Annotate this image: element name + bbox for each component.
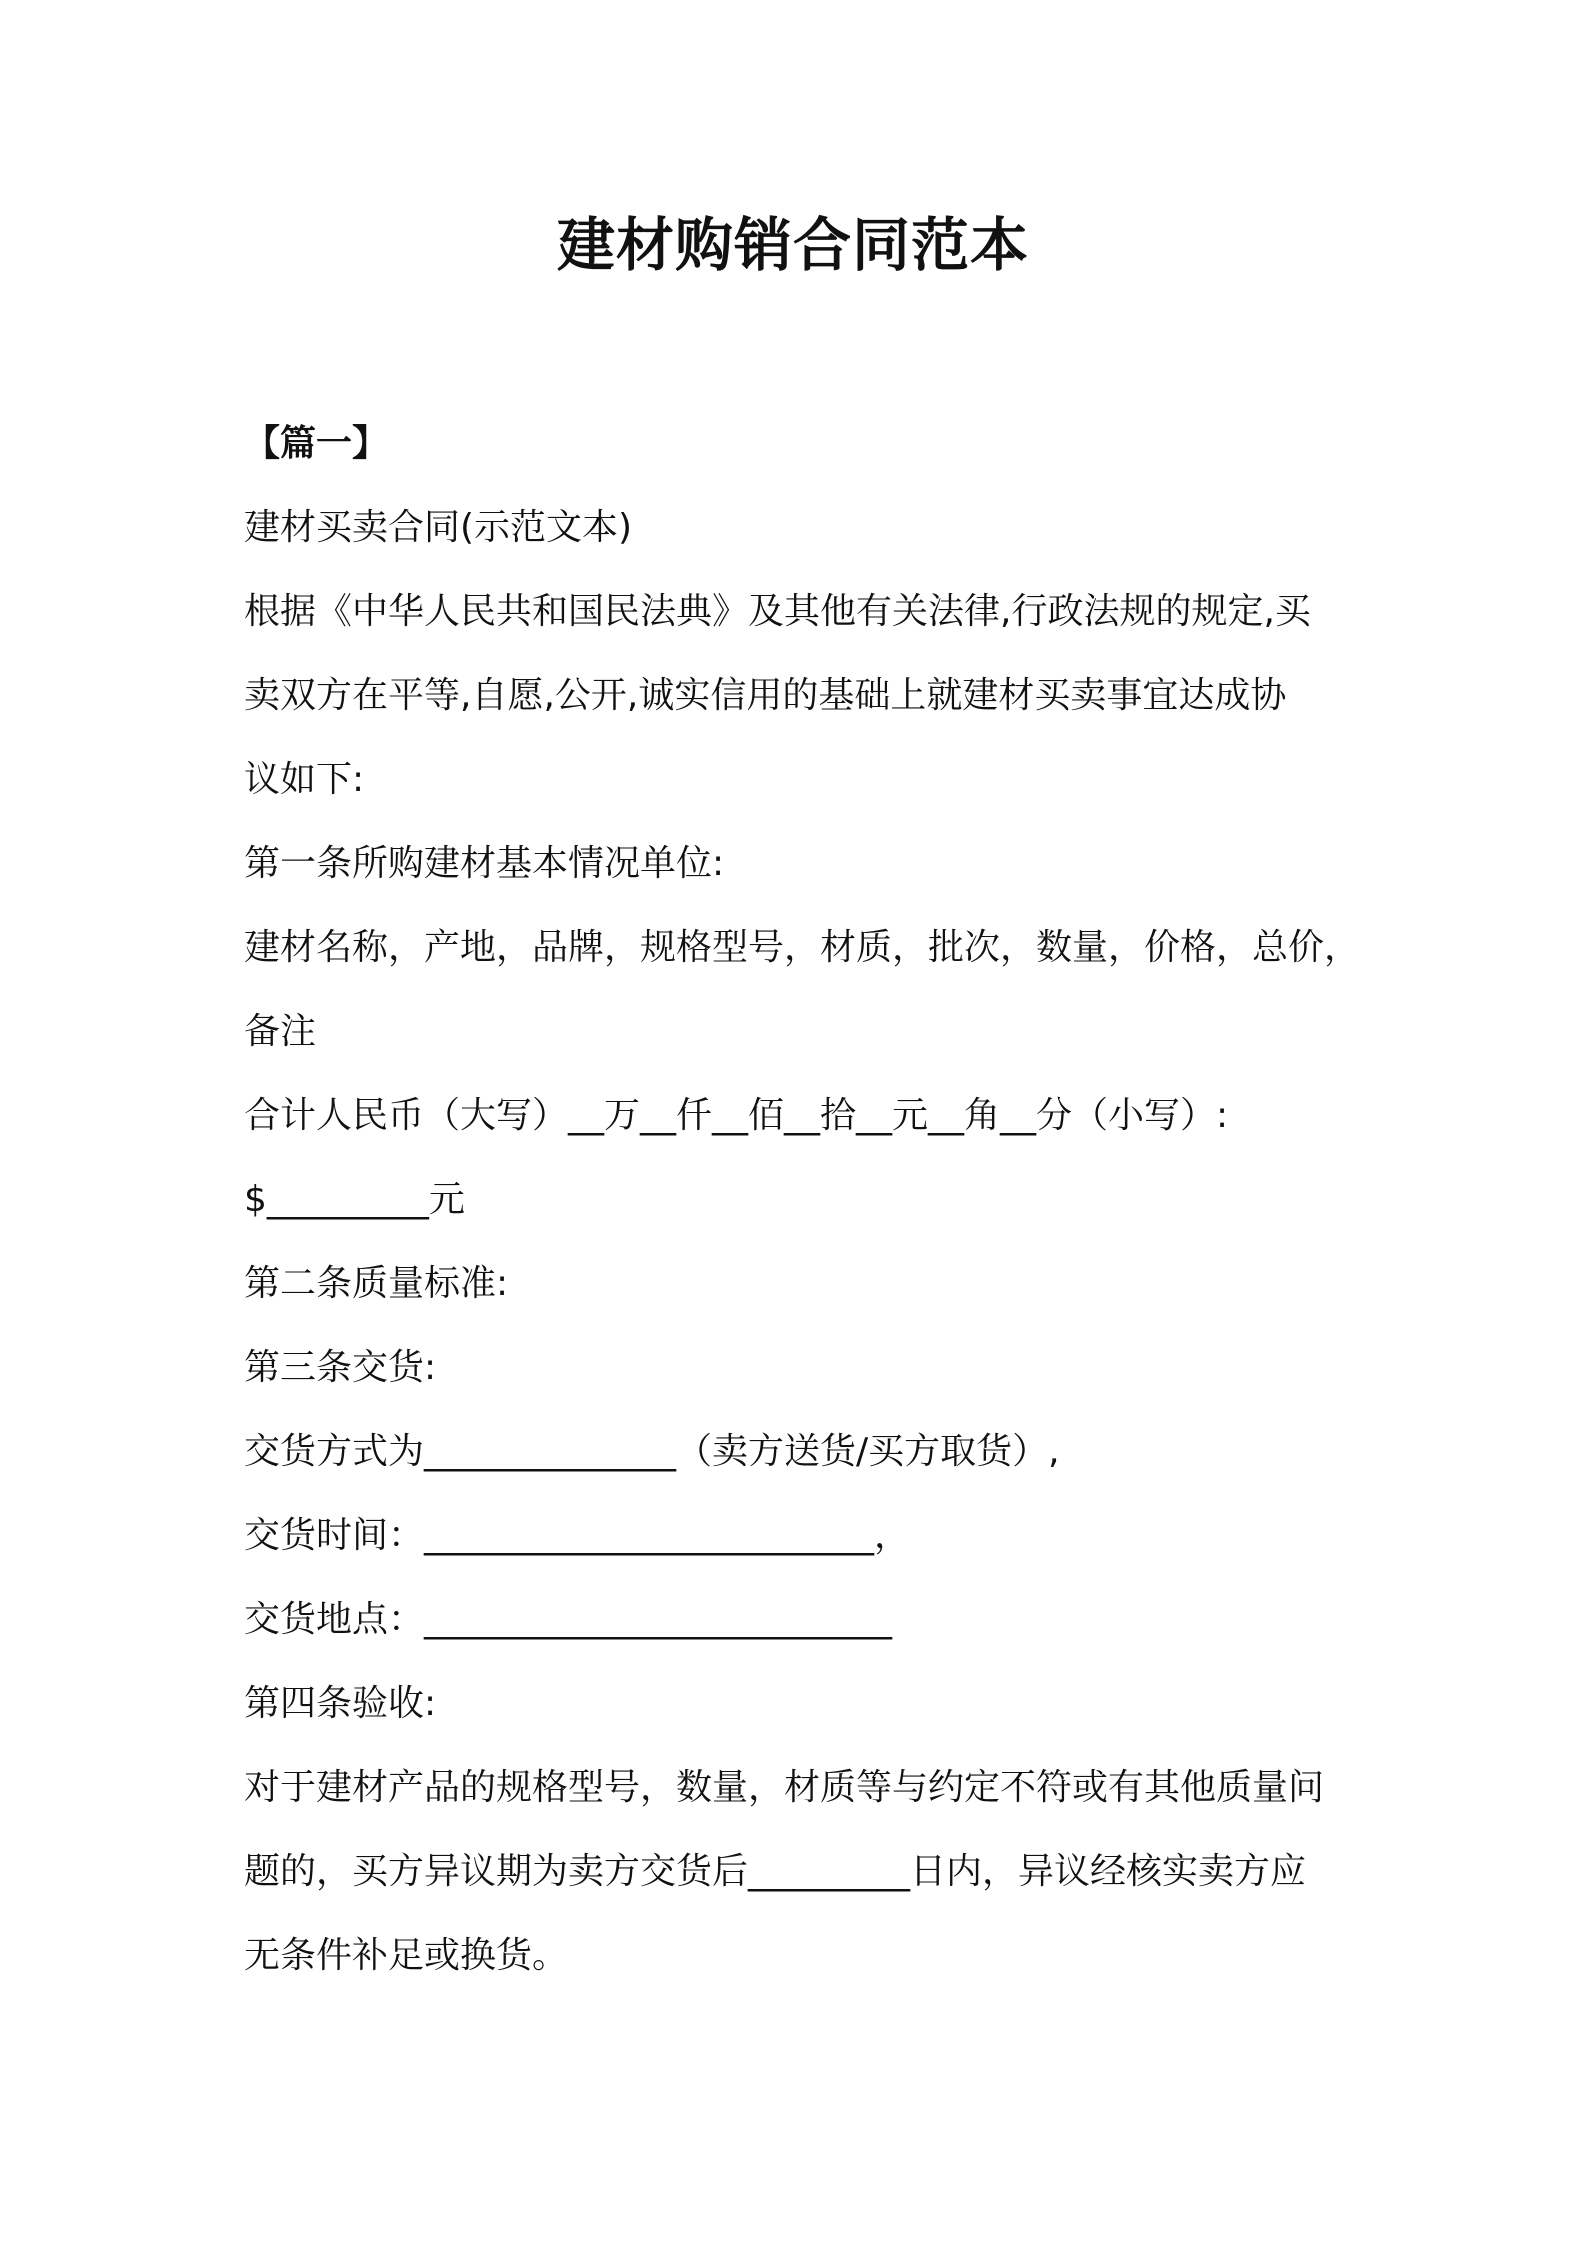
article-1-heading: 第一条所购建材基本情况单位: [244, 843, 725, 884]
delivery-method: 交货方式为______________（卖方送货/买方取货）, [244, 1431, 1060, 1472]
acceptance-line-1: 对于建材产品的规格型号，数量，材质等与约定不符或有其他质量问 [244, 1767, 1325, 1808]
document-title: 建材购销合同范本 [556, 211, 1029, 279]
section-heading: 【篇一】 [244, 423, 389, 464]
article-2-heading: 第二条质量标准: [244, 1263, 509, 1304]
acceptance-line-2: 题的，买方异议期为卖方交货后_________日内，异议经核实卖方应 [244, 1851, 1307, 1892]
contract-subtitle: 建材买卖合同(示范文本) [244, 507, 633, 548]
article-1-fields-line-2: 备注 [244, 1011, 317, 1052]
preamble-line-2: 卖双方在平等,自愿,公开,诚实信用的基础上就建材买卖事宜达成协 [244, 675, 1287, 716]
delivery-time: 交货时间：_________________________， [244, 1515, 911, 1556]
total-amount-line-2: $_________元 [244, 1179, 465, 1220]
preamble-line-1: 根据《中华人民共和国民法典》及其他有关法律,行政法规的规定,买 [244, 591, 1311, 632]
article-1-fields-line-1: 建材名称，产地，品牌，规格型号，材质，批次，数量，价格，总价， [244, 927, 1361, 968]
article-4-heading: 第四条验收: [244, 1683, 437, 1724]
article-3-heading: 第三条交货: [244, 1347, 437, 1388]
delivery-place: 交货地点：__________________________ [244, 1599, 893, 1640]
preamble-line-3: 议如下: [244, 759, 365, 800]
total-amount-line-1: 合计人民币（大写）__万__仟__佰__拾__元__角__分（小写）: [244, 1095, 1229, 1136]
document-body [244, 402, 1364, 1998]
acceptance-line-3: 无条件补足或换货。 [244, 1935, 569, 1976]
